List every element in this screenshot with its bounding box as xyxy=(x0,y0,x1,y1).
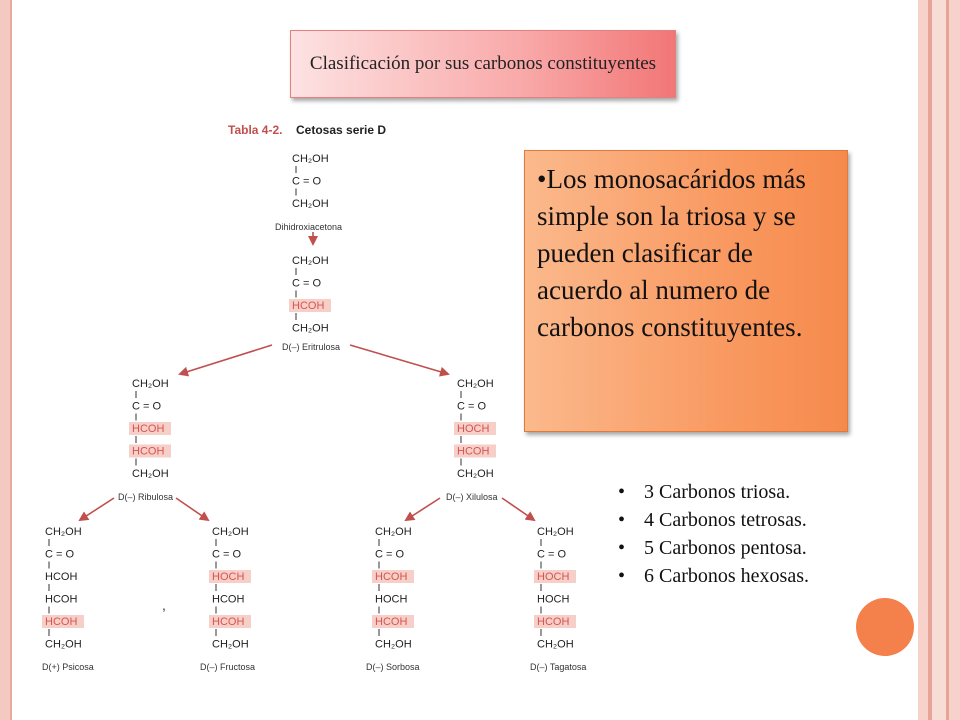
structure-line: HOCH xyxy=(537,593,570,606)
structure-line: C = O xyxy=(537,548,567,561)
structure-line: CH₂OH xyxy=(132,378,169,390)
structure-line: HOCH xyxy=(537,571,570,583)
structure-line: HCOH xyxy=(375,616,408,628)
structure-line: CH₂OH xyxy=(212,638,249,651)
structure-line: CH₂OH xyxy=(45,638,82,651)
compound-name: D(+) Psicosa xyxy=(42,662,94,672)
arrow xyxy=(406,498,440,520)
structure-line: CH₂OH xyxy=(45,526,82,538)
structure-line: CH₂OH xyxy=(537,638,574,651)
arrow xyxy=(350,345,448,374)
structure-line: CH₂OH xyxy=(375,526,412,538)
compound-name: D(–) Tagatosa xyxy=(530,662,587,672)
arrow xyxy=(180,345,272,374)
structure-line: C = O xyxy=(132,400,162,413)
structure-line: HCOH xyxy=(132,445,165,458)
list-item: • 5 Carbonos pentosa. xyxy=(618,534,809,562)
ribulose-structure xyxy=(118,378,173,502)
structure-line: CH₂OH xyxy=(292,322,329,335)
structure-line: C = O xyxy=(212,548,242,561)
structure-line: CH₂OH xyxy=(457,468,494,480)
decorative-circle xyxy=(856,598,914,656)
structure-line: CH₂OH xyxy=(375,638,412,651)
structure-line: HCOH xyxy=(45,616,78,628)
xylulose-structure xyxy=(446,378,498,502)
carbon-count-list xyxy=(618,478,809,590)
structure-line: HCOH xyxy=(292,300,325,312)
stray-mark: , xyxy=(162,597,166,613)
compound-name: D(–) Sorbosa xyxy=(366,662,420,672)
structure-line: HCOH xyxy=(132,423,165,435)
structure-line: CH₂OH xyxy=(457,378,494,390)
structure-line: HCOH xyxy=(457,445,490,458)
arrow xyxy=(176,498,208,520)
structure-line: HCOH xyxy=(212,593,245,606)
structure-line: HCOH xyxy=(212,616,245,628)
compound-name: D(–) Xilulosa xyxy=(446,492,498,502)
list-item: • 3 Carbonos triosa. xyxy=(618,478,809,506)
intro-callout: •Los monosacáridos más simple son la triosa y se pueden clasificar de acuerdo al numero de carbonos constituyentes. xyxy=(524,150,848,432)
compound-name: D(–) Eritrulosa xyxy=(282,342,341,352)
slide-title: Clasificación por sus carbonos constituyentes xyxy=(290,30,676,98)
structure-line: C = O xyxy=(45,548,75,561)
structure-line: HOCH xyxy=(457,423,490,435)
structure-line: HCOH xyxy=(375,571,408,583)
structure-line: HOCH xyxy=(375,593,408,606)
structure-line: HCOH xyxy=(45,593,78,606)
structure-line: HCOH xyxy=(537,616,570,628)
structure-line: CH₂OH xyxy=(292,153,329,165)
arrow xyxy=(80,498,114,520)
structure-line: HOCH xyxy=(212,571,245,583)
table-label: Tabla 4-2. xyxy=(228,123,283,137)
structure-line: C = O xyxy=(292,277,322,290)
tagatose-structure xyxy=(530,526,586,672)
structure-line: C = O xyxy=(292,175,322,188)
arrow xyxy=(502,498,534,520)
psicose-structure xyxy=(42,526,94,672)
compound-name: Dihidroxiacetona xyxy=(275,222,343,232)
structure-line: CH₂OH xyxy=(292,255,329,267)
structure-line: CH₂OH xyxy=(212,526,249,538)
structure-line: HCOH xyxy=(45,571,78,583)
table-title: Cetosas serie D xyxy=(296,123,387,137)
compound-name: D(–) Ribulosa xyxy=(118,492,174,502)
list-item: • 6 Carbonos hexosas. xyxy=(618,562,809,590)
fructose-structure xyxy=(200,526,255,672)
structure-line: CH₂OH xyxy=(537,526,574,538)
dihydroxyacetone-structure xyxy=(275,153,342,232)
structure-line: C = O xyxy=(457,400,487,413)
structure-line: CH₂OH xyxy=(292,198,329,210)
structure-line: C = O xyxy=(375,548,405,561)
structure-line: CH₂OH xyxy=(132,468,169,480)
compound-name: D(–) Fructosa xyxy=(200,662,256,672)
sorbose-structure xyxy=(366,526,420,672)
erythrulose-structure xyxy=(282,255,340,352)
list-item: • 4 Carbonos tetrosas. xyxy=(618,506,809,534)
